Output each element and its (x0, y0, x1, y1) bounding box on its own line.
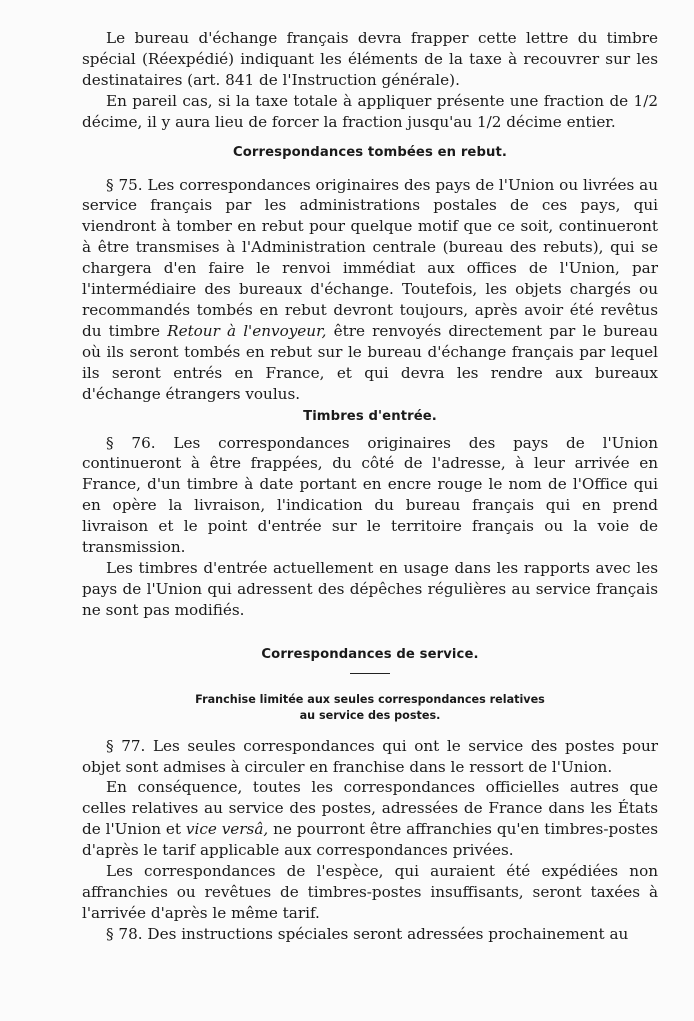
subheading-franchise (82, 692, 658, 724)
section-75-text-a: § 75. Les correspondances originaires des pays de l'Union ou livrées au service français par les administrations postales de ces pays, qui viendront à tomber en rebut pour quelque motif que ce soit, continueront à être transmises à l'Administration centrale (bureau des rebuts), qui se chargera d'en faire le renvoi immédiat aux offices de l'Union, par l'intermédiaire des bureaux d'échange. Toutefois, les objets chargés ou recommandés tombés en rebut devront toujours, après avoir été revêtus du timbre (82, 175, 658, 340)
subheading-franchise-line1: Franchise limitée aux seules correspondances relatives (195, 692, 545, 706)
section-77-b-text-a: En conséquence, toutes les correspondances officielles autres que celles relatives au service des postes, adressées de France dans les États de l'Union et (82, 778, 658, 839)
section-77-b-italic: vice versâ, (185, 820, 269, 839)
heading-correspondances-service: Correspondances de service. (261, 646, 479, 662)
section-75-text-b: être renvoyés directement par le bureau où ils seront tombés en rebut sur le bureau d'échange français par lequel ils seront entrés en France, et qui devra les rendre aux bureaux d'échange étrangers voulus. (82, 321, 659, 403)
page-text-column (82, 28, 658, 945)
section-75-italic: Retour à l'envoyeur, (167, 321, 327, 340)
heading-rebut: Correspondances tombées en rebut. (232, 144, 508, 160)
paragraph-section-77-b (82, 777, 658, 861)
paragraph-section-76-b: Les timbres d'entrée actuellement en usage dans les rapports avec les pays de l'Union qui adressent des dépêches régulières au service français ne sont pas modifiés. (82, 558, 658, 619)
paragraph-fraction: En pareil cas, si la taxe totale à appliquer présente une fraction de 1/2 décime, il y aura lieu de forcer la fraction jusqu'au 1/2 décime entier. (82, 91, 658, 131)
section-divider (350, 673, 390, 674)
paragraph-section-76: § 76. Les correspondances originaires des pays de l'Union continueront à être frappées, du côté de l'adresse, à leur arrivée en France, d'un timbre à date portant en encre rouge le nom de l'Office qui en opère la livraison, l'indication du bureau français qui en prend livraison et le point d'entrée sur le territoire français ou la voie de transmission. (82, 433, 658, 557)
section-77-b-text-b: ne pourront être affranchies qu'en timbres-postes d'après le tarif applicable aux correspondances privées. (82, 820, 659, 860)
paragraph-section-78: § 78. Des instructions spéciales seront adressées prochainement au (106, 924, 629, 943)
paragraph-reexpedie: Le bureau d'échange français devra frapper cette lettre du timbre spécial (Réexpédié) indiquant les éléments de la taxe à recouvrer sur les destinataires (art. 841 de l'Instruction générale). (82, 29, 658, 89)
heading-timbres-entree: Timbres d'entrée. (303, 408, 437, 424)
paragraph-section-77-c: Les correspondances de l'espèce, qui auraient été expédiées non affranchies ou revêtues de timbres-postes insuffisants, seront taxées à l'arrivée d'après le même tarif. (82, 862, 658, 922)
subheading-franchise-line2: au service des postes. (299, 708, 441, 722)
paragraph-section-77: § 77. Les seules correspondances qui ont le service des postes pour objet sont admises à circuler en franchise dans le ressort de l'Union. (82, 736, 658, 776)
paragraph-section-75 (82, 175, 658, 405)
